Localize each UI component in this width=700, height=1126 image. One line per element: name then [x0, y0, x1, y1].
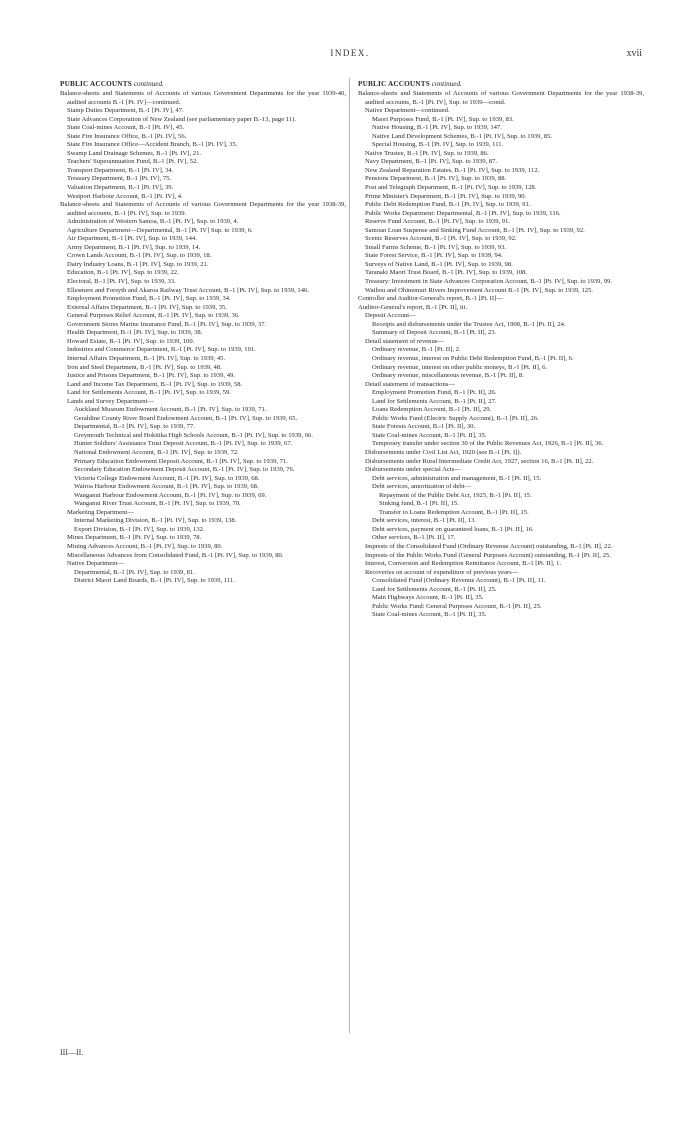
page-title: INDEX.: [330, 48, 370, 58]
index-entry: Dairy Industry Loans, B.-1 [Pt. IV], Sup. to 1939, 21.: [67, 260, 209, 268]
index-entry: Mining Advances Account, B.-1 [Pt. IV], Sup. to 1939, 80.: [67, 542, 223, 550]
index-entry: Imprests of the Public Works Fund (General Purposes Account) outstanding, B.-1 [Pt. II], 25.: [365, 551, 611, 559]
index-entry: Iron and Steel Department, B.-1 [Pt. IV], Sup. to 1939, 48.: [67, 363, 222, 371]
index-entry: Land and Income Tax Department, B.-1 [Pt. IV], Sup. to 1939, 58.: [67, 380, 243, 388]
section-heading-title: PUBLIC ACCOUNTS: [60, 80, 132, 88]
index-entry: Taranaki Maori Trust Board, B.-1 [Pt. IV], Sup. to 1939, 108.: [365, 269, 527, 277]
index-entry: Prime Minister's Department, B.-1 [Pt. IV], Sup. to 1939, 90.: [365, 192, 527, 200]
index-entry: Internal Affairs Department, B.-1 [Pt. IV], Sup. to 1939, 45.: [67, 354, 226, 362]
index-entry: Treasury Department, B.-1 [Pt. IV], 75.: [67, 175, 172, 183]
index-entry: Post and Telegraph Department, B.-1 [Pt. IV], Sup. to 1939, 128.: [365, 184, 537, 192]
index-entry: New Zealand Reparation Estates, B.-1 [Pt. IV], Sup. to 1939, 112.: [365, 166, 540, 174]
index-entry: Government Stores Marine Insurance Fund, B.-1 [Pt. IV], Sup. to 1939, 37.: [67, 320, 267, 328]
index-entry: Consolidated Fund (Ordinary Revenue Account), B.-1 [Pt. II], 11.: [372, 577, 546, 585]
section-heading-continued: continued.: [133, 80, 164, 88]
index-entry: Marketing Department—: [67, 508, 134, 516]
index-entry: Ordinary revenue, interest on Public Debt Redemption Fund, B.-1 [Pt. II], 6.: [372, 354, 574, 362]
index-entry: Public Works Department: Departmental, B.-1 [Pt. IV], Sup. to 1939, 116.: [365, 209, 561, 217]
index-entry: Public Debt Redemption Fund, B.-1 [Pt. IV], Sup. to 1939, 91.: [365, 201, 531, 209]
index-entry: Receipts and disbursements under the Trustee Act, 1908, B.-1 [Pt. II], 24.: [372, 320, 566, 328]
index-entry: Reserve Fund Account, B.-1 [Pt. IV], Sup. to 1939, 91.: [365, 218, 511, 226]
index-entry: Recoveries on account of expenditure of previous years—: [365, 568, 519, 576]
index-entry: Victoria College Endowment Account, B.-1 [Pt. IV], Sup. to 1939, 68.: [74, 474, 260, 482]
index-entry: Mines Department, B.-1 [Pt. IV], Sup. to 1939, 78.: [67, 534, 202, 542]
index-entry: Disbursements under Rural Intermediate Credit Act, 1927, section 16, B.-1 [Pt. II], 22.: [365, 457, 594, 465]
index-entry: General Purposes Relief Account, B.-1 [Pt. IV], Sup. to 1939, 36.: [67, 312, 240, 320]
index-entry: Deposit Account—: [365, 312, 416, 320]
index-entry: State Forest Service, B.-1 [Pt. IV], Sup. to 1939, 94.: [365, 252, 503, 260]
section-heading: [60, 80, 346, 89]
index-entry: Greymouth Technical and Hokitika High Schools Account, B.-1 [Pt. IV], Sup. to 1939, 66.: [74, 431, 313, 439]
section-heading-continued: continued.: [431, 80, 462, 88]
index-entry: Auditor-General's report, B.-1 [Pt. II], iii.: [358, 303, 468, 311]
index-entry: Transfer to Loans Redemption Account, B.-1 [Pt. II], 15.: [379, 508, 529, 516]
index-entry: Debt services, interest, B.-1 [Pt. II], 13.: [372, 517, 477, 525]
index-entry: Stamp Duties Department, B.-1 [Pt. IV], 47.: [67, 107, 184, 115]
index-entry: Hunter Soldiers' Assistance Trust Deposit Account, B.-1 [Pt. IV], Sup. to 1939, 67.: [74, 440, 293, 448]
index-entry: Samoan Loan Suspense and Sinking Fund Account, B.-1 [Pt. IV], Sup. to 1939, 92.: [365, 226, 585, 234]
index-entry: Land for Settlements Account, B.-1 [Pt. II], 27.: [372, 397, 497, 405]
index-entry: Native Trustee, B.-1 [Pt. IV], Sup. to 1939, 86.: [365, 149, 489, 157]
index-entry: Teachers' Superannuation Fund, B.-1 [Pt. IV], 52.: [67, 158, 198, 166]
index-entry: Lands and Survey Department—: [67, 397, 154, 405]
index-entry: Ordinary revenue, interest on other public moneys, B.-1 [Pt. II], 6.: [372, 363, 548, 371]
index-entry: Small Farms Scheme, B.-1 [Pt. IV], Sup. to 1939, 93.: [365, 243, 507, 251]
index-entry: Wanganui River Trust Account, B.-1 [Pt. IV], Sup. to 1939, 70.: [74, 500, 241, 508]
index-entry: Native Department—continued.: [365, 107, 450, 115]
index-entry: Public Works Fund: General Purposes Account, B.-1 [Pt. II], 25.: [372, 602, 542, 610]
index-entry: National Endowment Account, B.-1 [Pt. IV], Sup. to 1939, 72.: [74, 448, 239, 456]
index-entry: Swamp Land Drainage Schemes, B.-1 [Pt. IV], 21.: [67, 149, 202, 157]
index-entry: Detail statement of revenue—: [365, 337, 445, 345]
index-entry: Debt services, administration and management, B.-1 [Pt. II], 15.: [372, 474, 542, 482]
index-entry: Education, B.-1 [Pt. IV], Sup. to 1939, 22.: [67, 269, 179, 277]
index-entry: Miscellaneous Advances from Consolidated Fund, B.-1 [Pt. IV], Sup. to 1939, 80.: [67, 551, 284, 559]
index-entry: State Advances Corporation of New Zealand (see parliamentary paper B.-13, page 11).: [67, 115, 296, 123]
index-entry: Disbursements under special Acts—: [365, 466, 461, 474]
section-heading: [358, 80, 644, 89]
index-entry: State Coal-mines Account, B.-1 [Pt. IV], 45.: [67, 124, 185, 132]
section-heading-title: PUBLIC ACCOUNTS: [358, 80, 430, 88]
index-entry: Health Department, B.-1 [Pt. IV], Sup. to 1939, 38.: [67, 329, 203, 337]
index-entry: Other services, B.-1 [Pt. II], 17.: [372, 534, 456, 542]
index-entry: Auckland Museum Endowment Account, B.-1 [Pt. IV], Sup. to 1939, 71.: [74, 406, 267, 414]
index-entry: Electoral, B.-1 [Pt. IV], Sup. to 1939, 33.: [67, 278, 176, 286]
index-entry: Ordinary revenue, miscellaneous revenue, B.-1 [Pt. II], 8.: [372, 372, 524, 380]
index-entry: Debt services, amortization of debt—: [372, 483, 472, 491]
index-entry: Howard Estate, B.-1 [Pt. IV], Sup. to 1939, 100.: [67, 337, 195, 345]
index-entry: State Coal-mines Account, B.-1 [Pt. II], 35.: [372, 611, 487, 619]
page-number: xvii: [626, 48, 642, 59]
index-entry: Primary Education Endowment Deposit Account, B.-1 [Pt. IV], Sup. to 1939, 71.: [74, 457, 288, 465]
index-entry: Treasury: Investment in State Advances Corporation Account, B.-1 [Pt. IV], Sup. to 1939, 99.: [365, 278, 612, 286]
index-entry: Native Department—: [67, 560, 124, 568]
index-entry: Pensions Department, B.-1 [Pt. IV], Sup. to 1939, 88.: [365, 175, 507, 183]
index-entry: State Coal-mines Account, B.-1 [Pt. II], 35.: [372, 431, 487, 439]
index-entry: Maori Purposes Fund, B.-1 [Pt. IV], Sup. to 1939, 83.: [372, 115, 514, 123]
index-entry: Geraldine County River Board Endowment Account, B.-1 [Pt. IV], Sup. to 1939, 65.: [74, 414, 298, 422]
index-entry: Administration of Western Samoa, B.-1 [Pt. IV], Sup. to 1939, 4.: [67, 218, 239, 226]
index-entry: Balance-sheets and Statements of Accounts of various Government Departments for the year 1939-40, audited accounts B.-1 [Pt. IV]—continued.: [60, 90, 346, 106]
index-entry: Departmental, B.-1 [Pt. IV], Sup. to 1939, 77.: [74, 423, 195, 431]
index-entry: Wairoa Harbour Endowment Account, B.-1 [Pt. IV], Sup. to 1939, 68.: [74, 483, 259, 491]
index-entry: Debt services, payment on guaranteed loans, B.-1 [Pt. II], 16.: [372, 525, 534, 533]
index-entry: Land for Settlements Account, B.-1 [Pt. II], 25.: [372, 585, 497, 593]
index-entry: Westport Harbour Account, B.-1 [Pt. IV], 4.: [67, 192, 183, 200]
index-entry: Secondary Education Endowment Deposit Account, B.-1 [Pt. IV], Sup. to 1939, 76.: [74, 466, 295, 474]
page-footer: III—II.: [60, 1048, 84, 1057]
index-entry: Internal Marketing Division, B.-1 [Pt. IV], Sup. to 1939, 138.: [74, 517, 237, 525]
index-entry: State Fire Insurance Office—Accident Branch, B.-1 [Pt. IV], 35.: [67, 141, 238, 149]
index-entry: Public Works Fund (Electric Supply Account), B.-1 [Pt. II], 26.: [372, 414, 539, 422]
index-entry: Export Division, B.-1 [Pt. IV], Sup. to 1939, 132.: [74, 525, 205, 533]
index-entry: Native Land Development Schemes, B.-1 [Pt. IV], Sup. to 1939, 85.: [372, 132, 553, 140]
left-column: [60, 80, 346, 586]
index-entry: Loans Redemption Account, B.-1 [Pt. II], 29.: [372, 406, 492, 414]
index-entry: Summary of Deposit Account, B.-1 [Pt. II], 23.: [372, 329, 497, 337]
index-entry: Wanganui Harbour Endowment Account, B.-1 [Pt. IV], Sup. to 1939, 69.: [74, 491, 267, 499]
index-entry: External Affairs Department, B.-1 [Pt. IV], Sup. to 1939, 35.: [67, 303, 227, 311]
index-entries: [358, 90, 644, 620]
index-entry: Navy Department, B.-1 [Pt. IV], Sup. to 1939, 87.: [365, 158, 498, 166]
index-entry: Repayment of the Public Debt Act, 1925, B.-1 [Pt. II], 15.: [379, 491, 532, 499]
index-entry: Industries and Commerce Department, B.-1 [Pt. IV], Sup. to 1939, 101.: [67, 346, 256, 354]
index-entry: Interest, Conversion and Redemption Remittance Account, B.-1 [Pt. II], 1.: [365, 560, 562, 568]
index-entry: Disbursements under Civil List Act, 1920 (see B.-1 [Pt. I]).: [365, 448, 522, 456]
index-entry: Departmental, B.-1 [Pt. IV], Sup. to 1939, 81.: [74, 568, 195, 576]
index-entry: Employment Promotion Fund, B.-1 [Pt. II], 26.: [372, 389, 497, 397]
index-entry: Sinking fund, B.-1 [Pt. II], 15.: [379, 500, 459, 508]
index-entry: Justice and Prisons Department, B.-1 [Pt. IV], Sup. to 1939, 49.: [67, 372, 235, 380]
column-divider: [349, 78, 350, 1033]
index-entry: Crown Lands Account, B.-1 [Pt. IV], Sup. to 1939, 18.: [67, 252, 212, 260]
index-entry: Land for Settlements Account, B.-1 [Pt. IV], Sup. to 1939, 59.: [67, 389, 231, 397]
index-entry: Transport Department, B.-1 [Pt. IV], 34.: [67, 166, 174, 174]
index-entry: Surveys of Native Land, B.-1 [Pt. IV], Sup. to 1939, 98.: [365, 260, 513, 268]
index-entries: [60, 90, 346, 586]
index-entry: Detail statement of transactions—: [365, 380, 455, 388]
index-entry: Imprests of the Consolidated Fund (Ordinary Revenue Account) outstanding, B.-1 [Pt. II], 22.: [365, 542, 613, 550]
index-entry: District Maori Land Boards, B.-1 [Pt. IV], Sup. to 1939, 111.: [74, 577, 235, 585]
index-entry: Balance-sheets and Statements of Accounts of various Government Departments for the year 1938-39, audited accounts, B.-1 [Pt. IV], Sup. to 1939—contd.: [358, 90, 644, 106]
page-header: [0, 48, 700, 64]
index-entry: Native Housing, B.-1 [Pt. IV], Sup. to 1939, 147.: [372, 124, 502, 132]
index-entry: Special Housing, B.-1 [Pt. IV], Sup. to 1939, 111.: [372, 141, 504, 149]
index-entry: Waihou and Ohinemuri Rivers Improvement Account B.-1 [Pt. IV], Sup. to 1939, 125.: [365, 286, 594, 294]
index-entry: Valuation Department, B.-1 [Pt. IV], 39.: [67, 184, 174, 192]
index-entry: Main Highways Account, B.-1 [Pt. II], 35.: [372, 594, 484, 602]
index-entry: Air Department, B.-1 [Pt. IV], Sup. to 1939, 144.: [67, 235, 197, 243]
index-entry: Ordinary revenue, B.-1 [Pt. II], 2.: [372, 346, 461, 354]
index-entry: State Forests Account, B.-1 [Pt. II], 30.: [372, 423, 476, 431]
index-entry: Ellesmere and Forsyth and Akaroa Railway Trust Account, B.-1 [Pt. IV], Sup. to 1939, 146.: [67, 286, 309, 294]
index-entry: Controller and Auditor-General's report, B.-1 [Pt. II]—: [358, 295, 503, 303]
index-entry: Temporary transfer under section 30 of the Public Revenues Act, 1926, B.-1 [Pt. II], 36.: [372, 440, 604, 448]
index-entry: Army Department, B.-1 [Pt. IV], Sup. to 1939, 14.: [67, 243, 201, 251]
index-entry: Balance-sheets and Statements of Accounts of various Government Departments for the year 1938-39, audited accounts, B.-1 [Pt. IV], Sup. to 1939.: [60, 201, 346, 217]
index-entry: State Fire Insurance Office, B.-1 [Pt. IV], 56.: [67, 132, 187, 140]
index-entry: Scenic Reserves Account, B.-1 [Pt. IV], Sup. to 1939, 92.: [365, 235, 517, 243]
index-entry: Employment Promotion Fund, B.-1 [Pt. IV], Sup. to 1939, 34.: [67, 295, 231, 303]
right-column: [358, 80, 644, 620]
index-entry: Agriculture Department—Departmental, B.-1 [Pt. IV] Sup. to 1939, 6.: [67, 226, 253, 234]
